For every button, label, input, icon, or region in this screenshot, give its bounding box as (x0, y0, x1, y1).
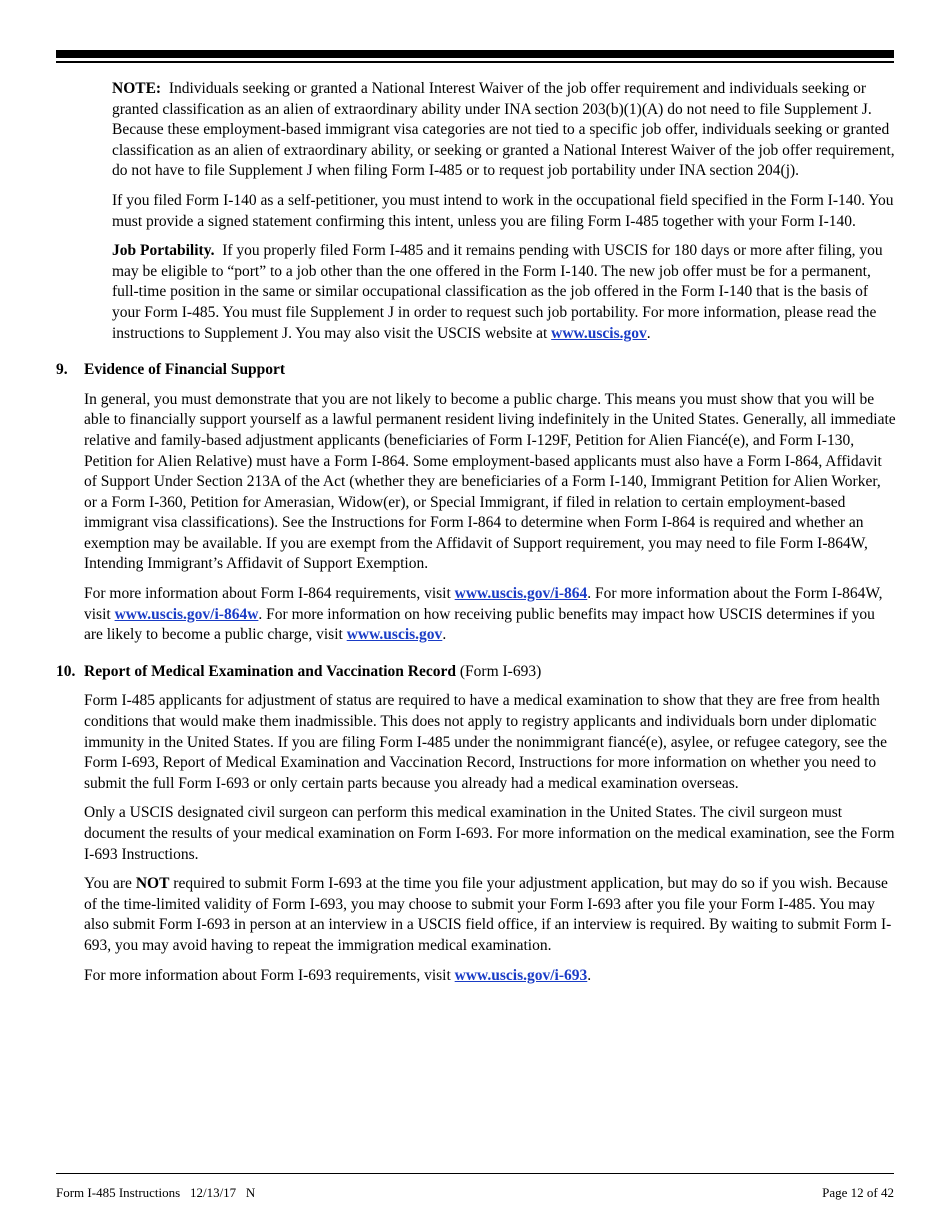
section-10-paragraph-1 (84, 691, 896, 794)
section-10-paragraph-2 (84, 803, 896, 865)
page-content (56, 79, 896, 995)
header-thin-rule (56, 61, 894, 63)
section-10-para4-b: . (587, 966, 592, 984)
section-9-heading (56, 360, 896, 381)
job-portability-paragraph (112, 241, 896, 344)
job-portability-end: . (646, 324, 651, 342)
job-portability-text: If you properly filed Form I-485 and it remains pending with USCIS for 180 days or more after filing, you may be eligible to “port” to a job other than the one offered in the Form I-140. The new job offer must be for a permanent, full-time position in the same or similar occupational classification as the job offered in the Form I-140 that is the basis of your Form I-485. You must file Supplement J in order to request such job portability. For more information, please read the instructions to Supplement J. You may also visit the USCIS website at (112, 242, 883, 342)
section-10-paragraph-4 (84, 966, 896, 987)
section-10-heading (56, 662, 896, 683)
section-10-title-suffix: (Form I-693) (459, 662, 542, 680)
section-9-para2-a: For more information about Form I-864 requirements, visit (84, 585, 451, 603)
section-10-para2-text: Only a USCIS designated civil surgeon can perform this medical examination in the United States. The civil surgeon must document the results of your medical examination on Form I-693. For more information on the medical examination, see the Form I-693 Instructions. (84, 804, 895, 863)
i-864w-link[interactable]: www.uscis.gov/i-864w (114, 605, 259, 623)
job-portability-label: Job Portability. (112, 242, 215, 260)
section-10-para3-a: You are (84, 875, 132, 893)
self-petitioner-text: If you filed Form I-140 as a self-petitioner, you must intend to work in the occupational field specified in the Form I-140. You must provide a signed statement confirming this intent, unless you are filing Form I-485 together with your Form I-140. (112, 191, 894, 230)
section-10-title: Report of Medical Examination and Vaccination Record (84, 662, 456, 680)
section-10-paragraph-3 (84, 874, 896, 956)
footer-form-info: Form I-485 Instructions 12/13/17 N (56, 1185, 256, 1200)
note-text: Individuals seeking or granted a National Interest Waiver of the job offer requirement and individuals seeking or granted classification as an alien of extraordinary ability under INA section 203(b)(1)(A) do not need to file Supplement J. Because these employment-based immigrant visa categories are not tied to a specific job offer, individuals seeking or granted classification as an alien of extraordinary ability, or seeking or granted a National Interest Waiver of the job offer requirement, do not have to file Supplement J when filing Form I-485 or to request job portability under INA section 204(j). (112, 80, 895, 180)
section-9-para2-c: . For more information on how receiving public benefits may impact how USCIS determines if you are likely to become a public charge, visit (84, 605, 875, 644)
section-10-number: 10. (56, 662, 76, 680)
note-label: NOTE: (112, 80, 162, 97)
section-10-not-emphasis: NOT (135, 875, 170, 893)
i-864-link[interactable]: www.uscis.gov/i-864 (454, 585, 588, 603)
public-charge-uscis-link[interactable]: www.uscis.gov (346, 626, 443, 644)
section-9-paragraph-1 (84, 390, 896, 575)
section-9-title: Evidence of Financial Support (84, 361, 286, 379)
uscis-website-link[interactable]: www.uscis.gov (551, 324, 647, 342)
header-thick-rule (56, 50, 894, 58)
section-10-para3-b: required to submit Form I-693 at the time you file your adjustment application, but may do so if you wish. Because of the time-limited validity of Form I-693, you may choose to submit your Form I-693 after you file your Form I-485. You may also submit Form I-693 in person at an interview in a USCIS field office, if an interview is required. By waiting to submit Form I-693, you may avoid having to repeat the immigration medical examination. (84, 875, 892, 954)
section-9-para2-b: . For more information about the Form I-864W, visit (84, 585, 883, 623)
section-9-para1-text: In general, you must demonstrate that you are not likely to become a public charge. This means you must show that you will be able to financially support yourself as a lawful permanent resident living indefinitely in the United States. Generally, all immediate relative and family-based adjustment applicants (beneficiaries of Form I-129F, Petition for Alien Fiancé(e), and Form I-130, Petition for Alien Relative) must have a Form I-864. Some employment-based applicants must also have a Form I-864, Affidavit of Support Under Section 213A of the Act (whether they are beneficiaries of a Form I-140, Immigrant Petition for Alien Worker, or a Form I-360, Petition for Amerasian, Widow(er), or Special Immigrant, if filed in relation to certain employment-based immigrant visa classifications). See the Instructions for Form I-864 to determine when Form I-864 is required and whether an exemption may be available. If you are exempt from the Affidavit of Support requirement, you may need to file Form I-864W, Intending Immigrant’s Affidavit of Support Exemption. (84, 390, 896, 573)
i-693-link[interactable]: www.uscis.gov/i-693 (454, 966, 588, 984)
section-10-para1-text: Form I-485 applicants for adjustment of status are required to have a medical examination to show that they are free from health conditions that would make them inadmissible. This does not apply to registry applicants and individuals born under diplomatic immunity in the United States. If you are filing Form I-485 under the nonimmigrant fiancé(e), asylee, or refugee category, see the Form I-693, Report of Medical Examination and Vaccination Record, Instructions for more information on whether you need to submit the full Form I-693 or only certain parts because you already had a medical examination overseas. (84, 692, 888, 792)
section-9-number: 9. (56, 361, 68, 379)
section-9-para2-d: . (442, 626, 447, 644)
note-paragraph (112, 79, 896, 182)
section-9-paragraph-2 (84, 584, 896, 646)
self-petitioner-paragraph (112, 191, 896, 232)
section-10-para4-a: For more information about Form I-693 requirements, visit (84, 966, 451, 984)
footer-rule (56, 1173, 894, 1174)
footer-page-number: Page 12 of 42 (822, 1185, 894, 1200)
